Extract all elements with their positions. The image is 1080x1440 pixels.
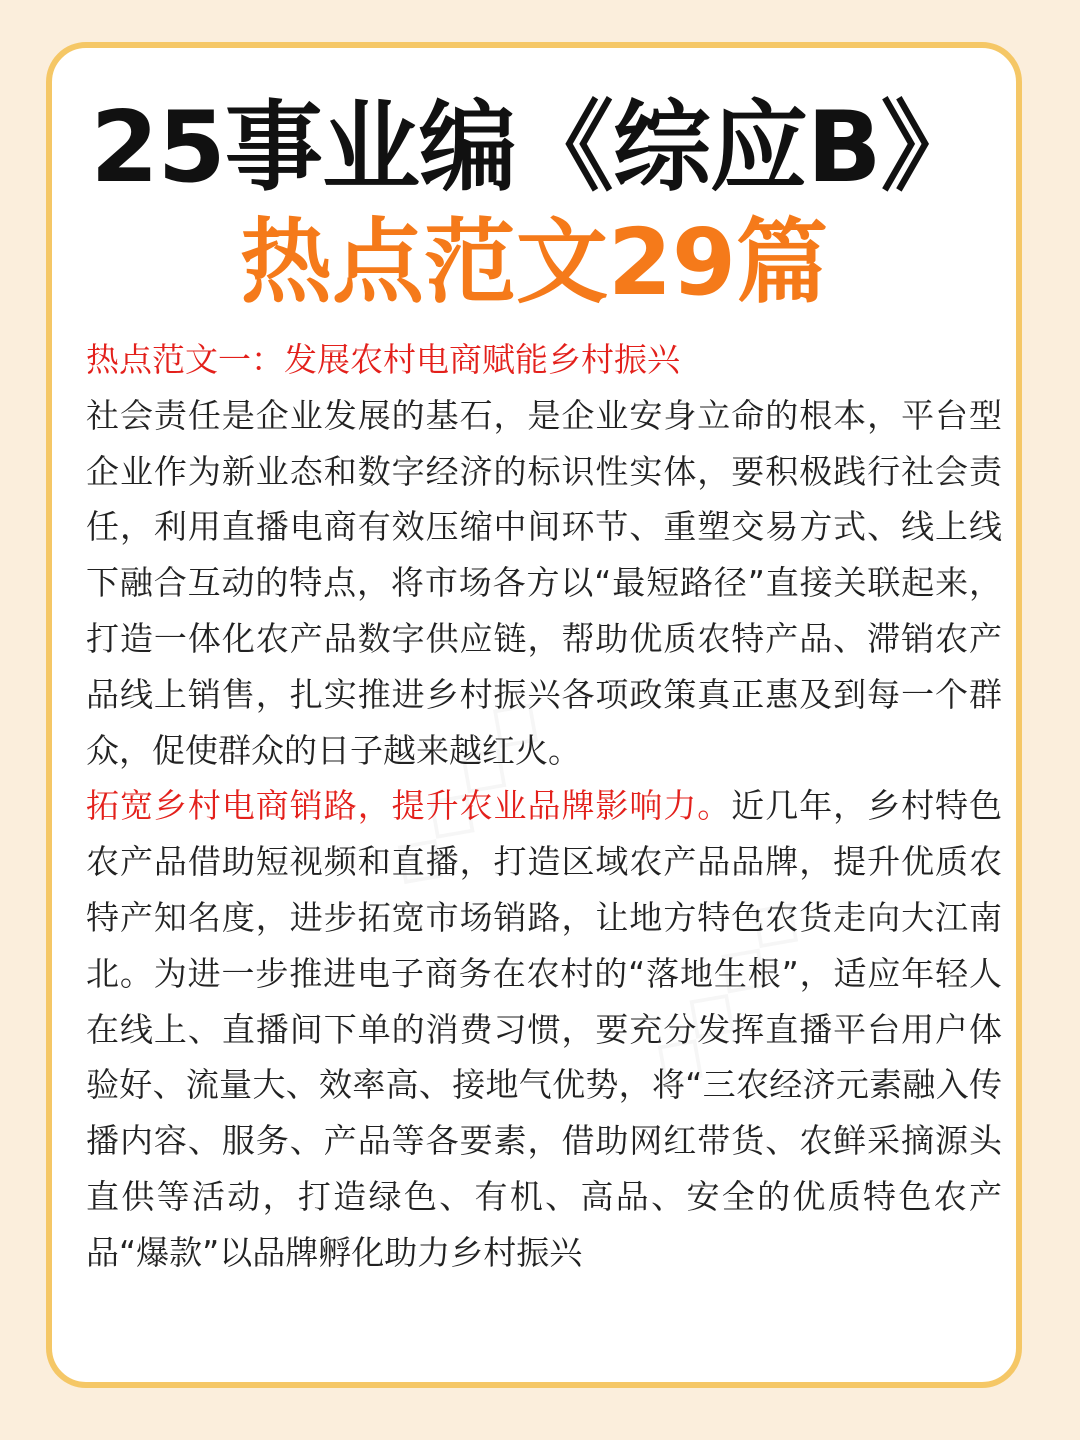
paragraph-2-text: 近几年，乡村特色农产品借助短视频和直播，打造区域农产品品牌，提升优质农特产知名度，进步拓宽市场销路，让地方特色农货走向大江南北。为进一步推进电子商务在农村的“落地生根”，适应年轻人在线上、直播间下单的消费习惯，要充分发挥直播平台用户体验好、流量大、效率高、接地气优势，将“三农经济元素融入传播内容、服务、产品等各要素，借助网红带货、农鲜采摘源头直供等活动，打造绿色、有机、高品、安全的优质特色农产品“爆款”以品牌孵化助力乡村振兴 <box>86 786 1003 1272</box>
page-title: 25事业编《综应B》 <box>90 91 978 205</box>
content-card <box>46 42 1022 1388</box>
article-body <box>86 332 1002 1281</box>
paragraph-lead-highlight: 拓宽乡村电商销路，提升农业品牌影响力。 <box>86 786 732 826</box>
article-paragraph-2 <box>86 778 1002 1280</box>
article-heading: 热点范文一：发展农村电商赋能乡村振兴 <box>86 340 680 379</box>
article-paragraph-1: 社会责任是企业发展的基石，是企业安身立命的根本，平台型企业作为新业态和数字经济的标识性实体，要积极践行社会责任，利用直播电商有效压缩中间环节、重塑交易方式、线上线下融合互动的特点，将市场各方以“最短路径”直接关联起来，打造一体化农产品数字供应链，帮助优质农特产品、滞销农产品线上销售，扎实推进乡村振兴各项政策真正惠及到每一个群众，促使群众的日子越来越红火。 <box>86 395 1002 770</box>
page-subtitle: 热点范文29篇 <box>239 209 829 316</box>
